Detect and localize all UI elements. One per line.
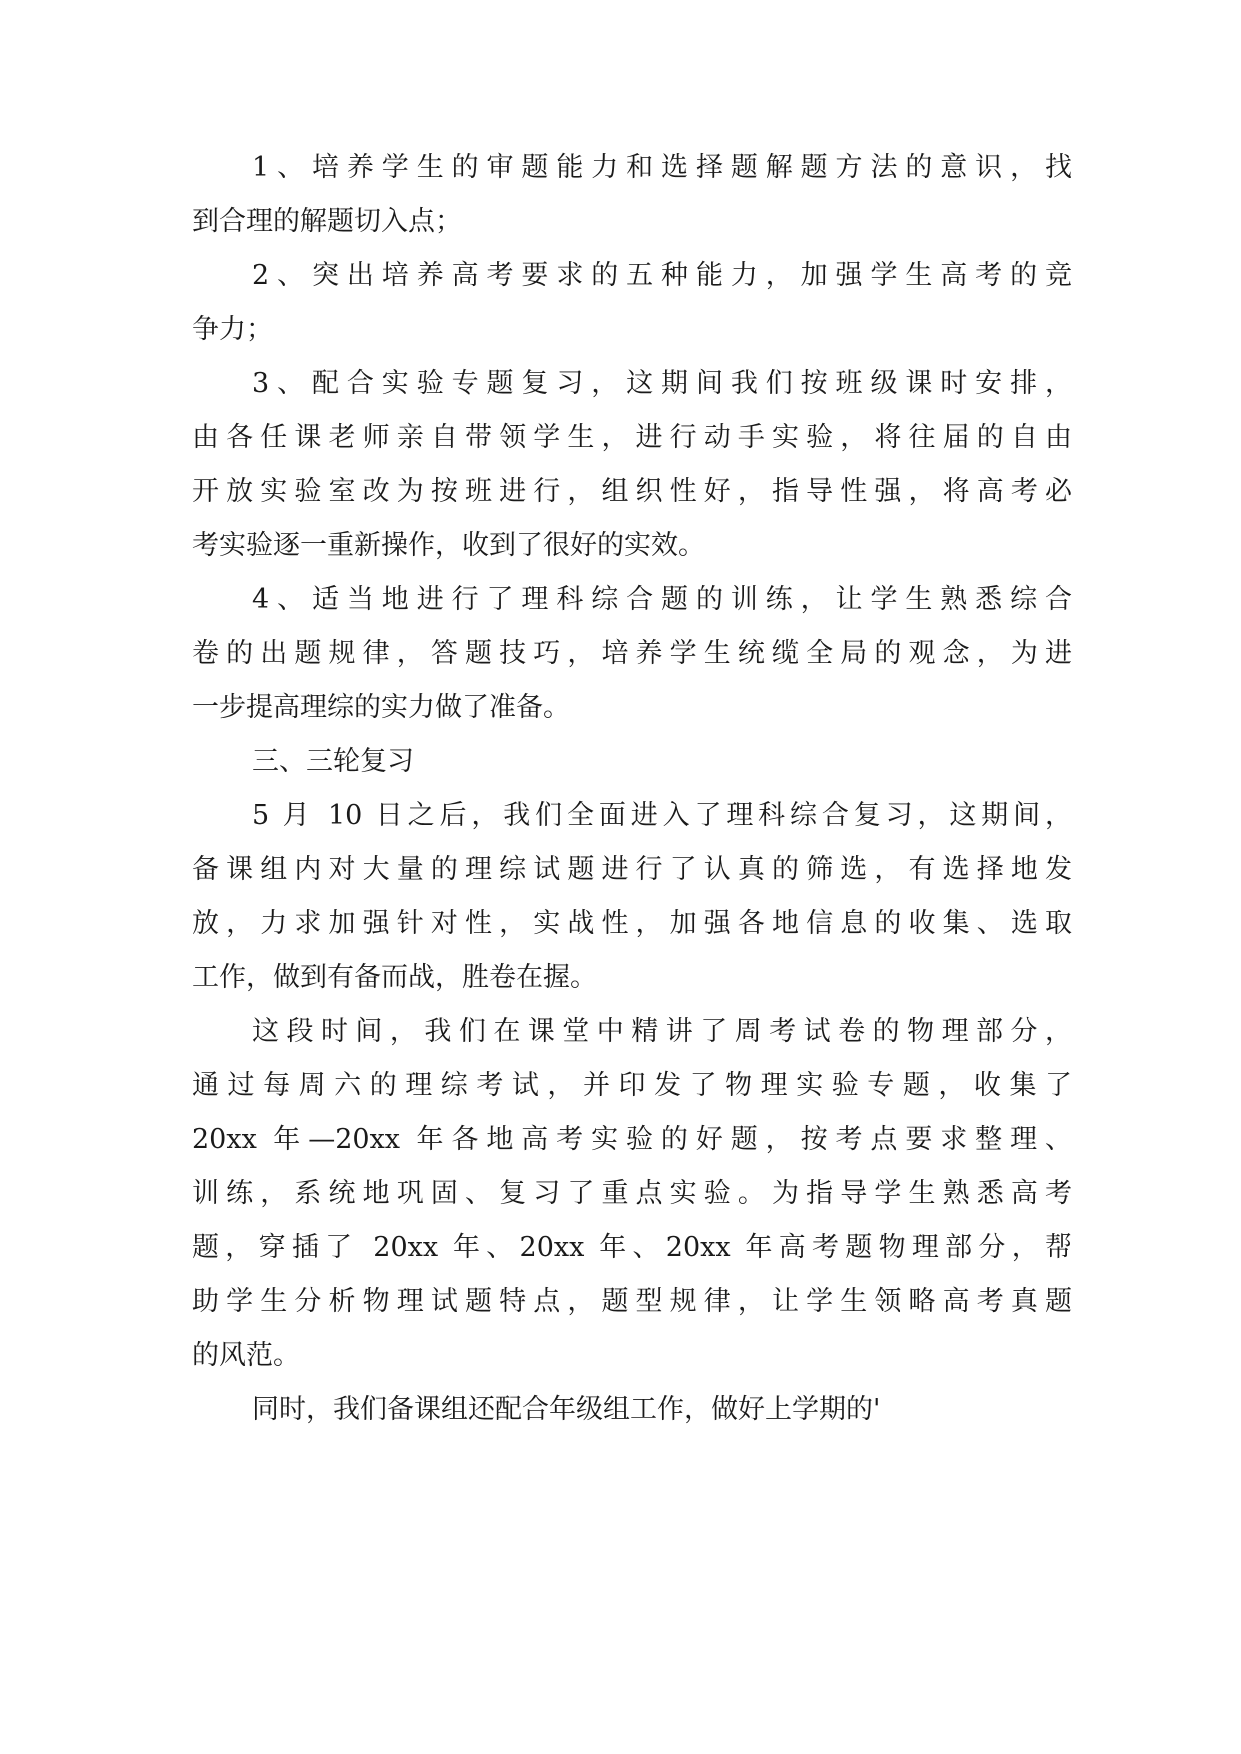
text-line: 开放实验室改为按班进行，组织性好，指导性强，将高考必 [192,476,1072,507]
text-line: 3、配合实验专题复习，这期间我们按班级课时安排， [252,368,1072,399]
text-line: 同时，我们备课组还配合年级组工作，做好上学期的' [252,1394,881,1425]
text-line: 5 月 10 日之后，我们全面进入了理科综合复习，这期间， [252,800,1072,831]
text-line: 训练，系统地巩固、复习了重点实验。为指导学生熟悉高考 [192,1178,1072,1209]
text-line: 4、适当地进行了理科综合题的训练，让学生熟悉综合 [252,584,1072,615]
text-line: 由各任课老师亲自带领学生，进行动手实验，将往届的自由 [192,422,1072,453]
text-line: 助学生分析物理试题特点，题型规律，让学生领略高考真题 [192,1286,1072,1317]
text-line: 争力； [192,314,273,345]
text-line: 放，力求加强针对性，实战性，加强各地信息的收集、选取 [192,908,1072,939]
text-line: 考实验逐一重新操作，收到了很好的实效。 [192,530,705,561]
section-heading: 三、三轮复习 [252,746,414,777]
text-line: 到合理的解题切入点； [192,206,462,237]
text-line: 卷的出题规律，答题技巧，培养学生统缆全局的观念，为进 [192,638,1072,669]
text-line: 备课组内对大量的理综试题进行了认真的筛选，有选择地发 [192,854,1072,885]
text-line: 通过每周六的理综考试，并印发了物理实验专题，收集了 [192,1070,1072,1101]
text-line: 这段时间，我们在课堂中精讲了周考试卷的物理部分， [252,1016,1072,1047]
text-line: 1、培养学生的审题能力和选择题解题方法的意识，找 [252,152,1072,183]
text-line: 一步提高理综的实力做了准备。 [192,692,570,723]
text-line: 20xx 年—20xx 年各地高考实验的好题，按考点要求整理、 [192,1124,1072,1155]
text-line: 工作，做到有备而战，胜卷在握。 [192,962,597,993]
text-line: 的风范。 [192,1340,300,1371]
text-line: 2、突出培养高考要求的五种能力，加强学生高考的竞 [252,260,1072,291]
text-line: 题，穿插了 20xx 年、20xx 年、20xx 年高考题物理部分，帮 [192,1232,1072,1263]
